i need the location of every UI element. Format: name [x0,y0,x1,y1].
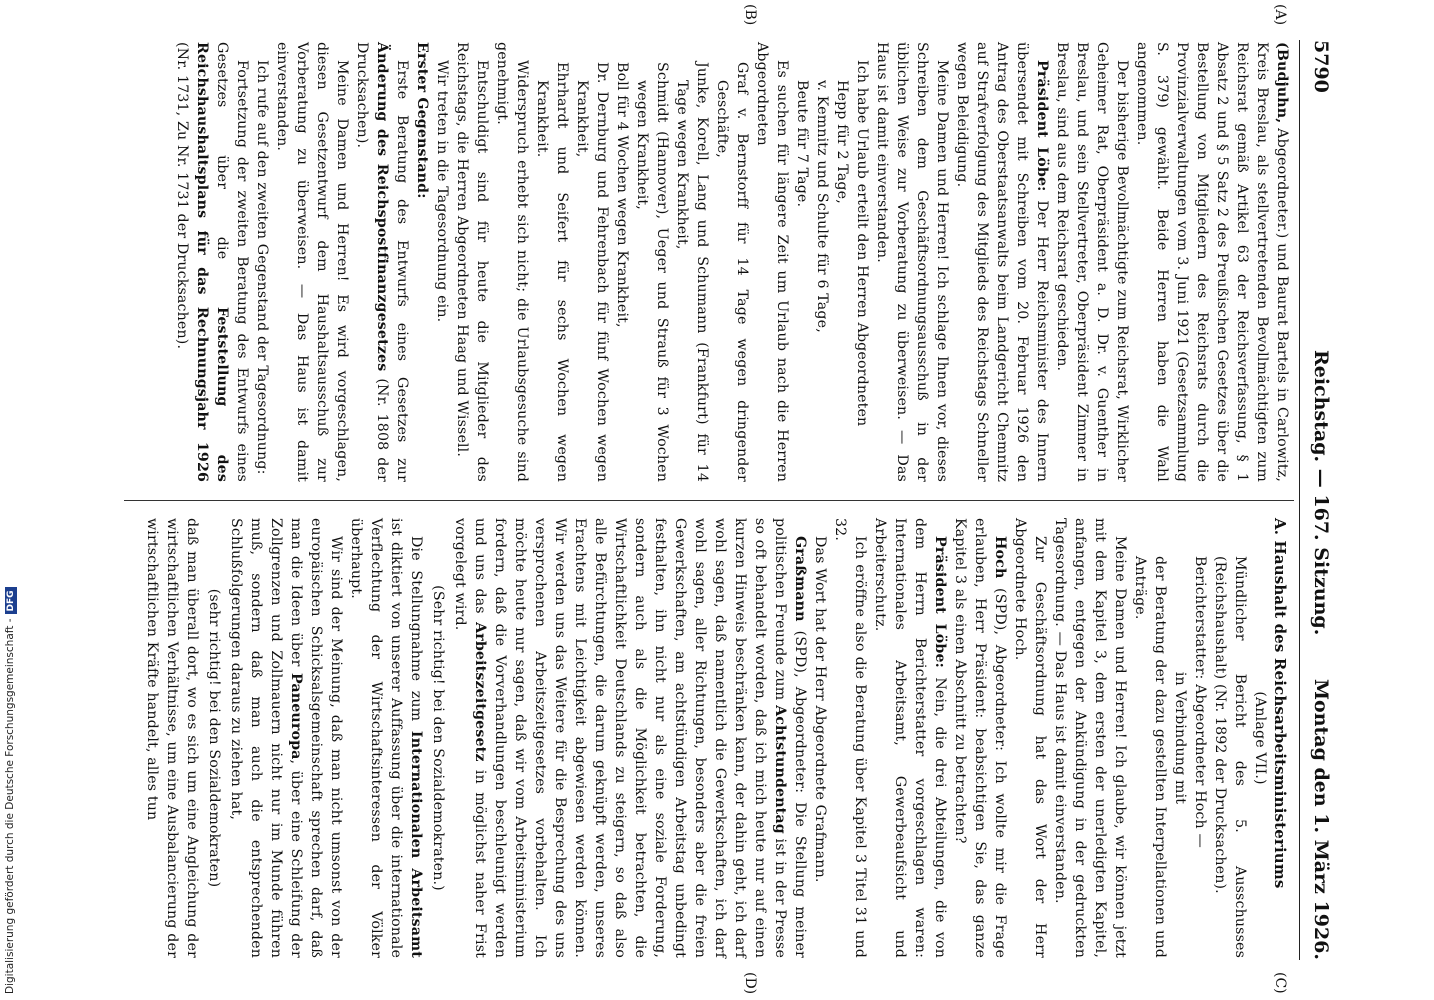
interjection: (sehr richtig! bei den Sozialdemokraten) [206,588,222,888]
appendix-label: (Anlage VII.) [1252,691,1268,785]
paragraph: Das Wort hat der Herr Abgeordnete Grafmann. [812,536,828,883]
connection-line: in Verbindung mit [1172,671,1188,805]
right-column [142,518,1292,958]
leave-item: Hepp für 2 Tage, [834,80,850,204]
paragraph-text: (Nr. 1731, Zu Nr. 1731 der Drucksachen). [174,42,190,350]
paragraph-text: Erste Beratung des Entwurfs eines Gesetzes zur [394,60,410,482]
leave-item: Graf v. Bernstorff für 14 Tage wegen dringender Geschäfte, [714,62,750,482]
speaker-name: Präsident Löbe: [1034,60,1050,192]
paragraph-text: , über eine Schleifung der Zollgrenzen und Zollmauern nicht nur im Munde führen muß, sondern daß man auch die entsprechenden Schlußfolgerungen daraus zu ziehen hat, [228,518,304,958]
leave-item: v. Kemnitz und Schulte für 6 Tage, [814,80,830,333]
paragraph-text: in möglichst naher Frist vorgelegt wird. [452,518,488,958]
leave-item: Beute für 7 Tage. [794,80,810,208]
header-rule [1299,40,1300,960]
reporter-line: Berichterstatter: Abgeordneter Hoch — [1192,556,1208,848]
paragraph-text: (Nr. 1808 der Drucksachen). [354,42,390,482]
paragraph-text: Der Herr Reichsminister des Innern übersendet mit Schreiben vom 20. Februar 1926 den Antrag des Oberstaatsanwalts beim Landgericht Chemnitz auf Strafverfolgung des Mitglieds des Reichstags Schneller wegen Beleidigung. [954,42,1050,482]
paragraph [346,518,426,958]
rotated-page [120,0,1350,1000]
paragraph-text: Die Stellungnahme zum [408,536,424,731]
paragraph [1132,42,1292,482]
digitization-credit [4,0,18,994]
leave-item: Junke, Korell, Lang und Schumann (Frankfurt) für 14 Tage wegen Krankheit, [674,62,710,482]
paragraph: Wir treten in die Tagesordnung ein. [434,60,450,323]
column-divider [124,500,1294,501]
paragraph-text: ist diktiert von unserer Auffassung über die internationale Verflechtung der Wirtschaftsinteressen der Völker überhaupt. [348,518,404,958]
session-date: Montag den 1. März 1926. [1310,678,1332,960]
margin-marker-c: (C) [1272,972,1288,994]
paragraph [870,518,950,958]
speaker-name: Präsident Löbe: [932,536,948,669]
emphasis: Arbeitszeitgesetz [472,622,488,762]
emphasis: Achtstundentag [772,705,788,834]
speaker-name: Graßmann [792,536,808,622]
paragraph: Entschuldigt sind für heute die Mitglieder des Reichstags, die Herren Abgeordneten Haag und Wissell. [454,42,490,482]
speaker-name: (Budjuhn, [1274,42,1290,124]
leave-item: Dr. Dernburg und Fehrenbach für fünf Wochen wegen Krankheit, [574,62,610,482]
session-title: Reichstag. — 167. Sitzung. [1310,350,1332,636]
emphasis: Internationalen Arbeitsamt [408,730,424,958]
paragraph: Ich habe Urlaub erteilt den Herren Abgeordneten [854,60,870,427]
bill-title: Änderung des Reichspostfinanzgesetzes [374,42,390,372]
paragraph-text: Fortsetzung der zweiten Beratung des Entwurfs eines Gesetzes über die [214,42,250,482]
paragraph: Ich eröffne also die Beratung über Kapitel 3 Titel 31 und 32. [832,518,868,958]
paragraph: Der bisherige Bevollmächtigte zum Reichsrat, Wirklicher Geheimer Rat, Oberpräsident a. D. Dr. v. Guenther in Breslau, und sein Stellvertreter, Oberpräsident Zimmer in Breslau, sind aus dem Reichsrat geschieden. [1054,42,1130,482]
paragraph: Widerspruch erhebt sich nicht; die Urlaubsgesuche sind genehmigt. [494,42,530,482]
dfg-logo-icon: DFG [5,587,17,614]
paragraph: Es suchen für längere Zeit um Urlaub nach die Herren Abgeordneten [754,42,790,482]
paragraph-text: ist in der Presse so oft behandelt worden, daß ich mich heute nur auf einen kurzen Hinweis beschränken kann, der dahin geht, ich darf wohl sagen, daß namentlich die Gewerkschaften, ich darf wohl sagen, aller Richtungen, besonders aber die freien Gewerkschaften, am achtstündigen Arbeitstag unbedingt festhalten, ihn nicht nur als eine soziale Forderung, sondern auch als die Möglichkeit betrachten, die Wirtschaftlichkeit Deutschlands zu steigern, so daß also alle Befürchtungen, die darum geknüpft werden, unseres Erachtens mit Leichtigkeit abgewiesen werden können. Wir werden uns das Weitere für die Besprechung des uns versprochenen Arbeitszeitgesetzes vorbehalten. Ich möchte heute nur sagen, daß wir vom Arbeitsministerium fordern, daß die Vorverhandlungen beschleunigt werden und uns das [472,518,788,958]
credit-text: Digitalisierung gefördert durch die Deutsche Forschungsgemeinschaft - [4,618,16,994]
paragraph: Meine Damen und Herren! Es wird vorgeschlagen, diesen Gesetzentwurf dem Haushaltsausschuß zur Vorberatung zu überweisen. — Das Haus ist damit einverstanden. [274,42,350,482]
interjection: (Sehr richtig! bei den Sozialdemokraten.) [430,585,446,891]
paragraph [950,518,1010,958]
margin-marker-a: (A) [1272,4,1288,26]
agenda-item [172,42,252,482]
agenda-label: Erster Gegenstand: [414,42,430,199]
paragraph-text: Nein, die drei Abteilungen, die von dem Herrn Berichterstatter vorgeschlagen waren: Internationales Arbeitsamt, Gewerbeaufsicht und Arbeiterschutz. [872,518,948,958]
paragraph: daß man überall dort, wo es sich um eine Angleichung der wirtschaftlichen Verhältnisse, um eine Ausbalancierung der wirtschaftlichen Kräfte handelt, alles tun [144,518,200,958]
paragraph-text: (SPD), Abgeordneter: Die Stellung meiner politischen Freunde zum [772,518,808,958]
section-heading: A. Haushalt des Reichsarbeitsministeriums [1271,518,1289,889]
paragraph: Meine Damen und Herren! Ich schlage Ihnen vor, dieses Schreiben dem Geschäftsordnungsausschuß in der üblichen Weise zur Vorberatung zu überweisen. — Das Haus ist damit einverstanden. [874,42,950,482]
paragraph: Meine Damen und Herren! Ich glaube, wir können jetzt mit dem Kapitel 3, dem ersten der unerledigten Kapitel, anfangen, entgegen der Ankündigung in der gedruckten Tagesordnung. — Das Haus ist damit einverstanden. [1052,518,1128,958]
paragraph-text: Abgeordneter.) und Baurat Bartels in Carlowitz, Kreis Breslau, als stellvertretenden Bevollmächtigten zum Reichsrat gemäß Artikel 63 der Reichsverfassung, § 1 Absatz 2 und § 5 Satz 2 des Preußischen Gesetzes über die Bestellung von Mitgliedern des Reichsrats durch die Provinzialverwaltungen vom 3. Juni 1921 (Gesetzsammlung S. 379) gewählt. Beide Herren haben die Wahl angenommen. [1134,42,1290,482]
paragraph [450,518,810,958]
paragraph-text: (SPD), Abgeordneter: Ich wollte mir die Frage erlauben, Herr Präsident: beabsichtigen Sie, das ganze Kapitel 3 als einen Abschnitt zu betrachten? [952,518,1008,958]
paragraph-text: Wir sind der Meinung, daß man nicht umsonst von der europäischen Schicksalsgemeinschaft sprechen darf, daß man die Ideen über [288,518,344,958]
bill-title: Feststellung des Reichshaushaltsplans für das Rechnungsjahr 1926 [194,42,230,482]
margin-marker-d: (D) [742,972,758,995]
leave-item: Schmidt (Hannover), Ueger und Strauß für 3 Wochen wegen Krankheit, [634,62,670,482]
left-column [172,42,1292,482]
agenda-item [352,42,412,482]
page-number: 5790 [1310,40,1332,93]
paragraph [226,518,346,958]
report-line: Mündlicher Bericht des 5. Ausschusses (Reichshaushalt) (Nr. 1892 der Drucksachen). [1212,556,1248,958]
margin-marker-b: (B) [742,4,758,26]
leave-item: Boll für 4 Wochen wegen Krankheit, [614,62,630,328]
interpellation-line: der Beratung der dazu gestellten Interpellationen und Anträge. [1132,556,1168,958]
paragraph [952,42,1052,482]
leave-item: Ehrhardt und Seifert für sechs Wochen wegen Krankheit. [534,62,570,482]
page-header [1302,40,1338,960]
emphasis: Paneuropa [288,672,304,760]
paragraph: Ich rufe auf den zweiten Gegenstand der Tagesordnung: [254,60,270,475]
speaker-name: Hoch [992,536,1008,579]
paragraph: Zur Geschäftsordnung hat das Wort der Herr Abgeordnete Hoch. [1012,518,1048,958]
